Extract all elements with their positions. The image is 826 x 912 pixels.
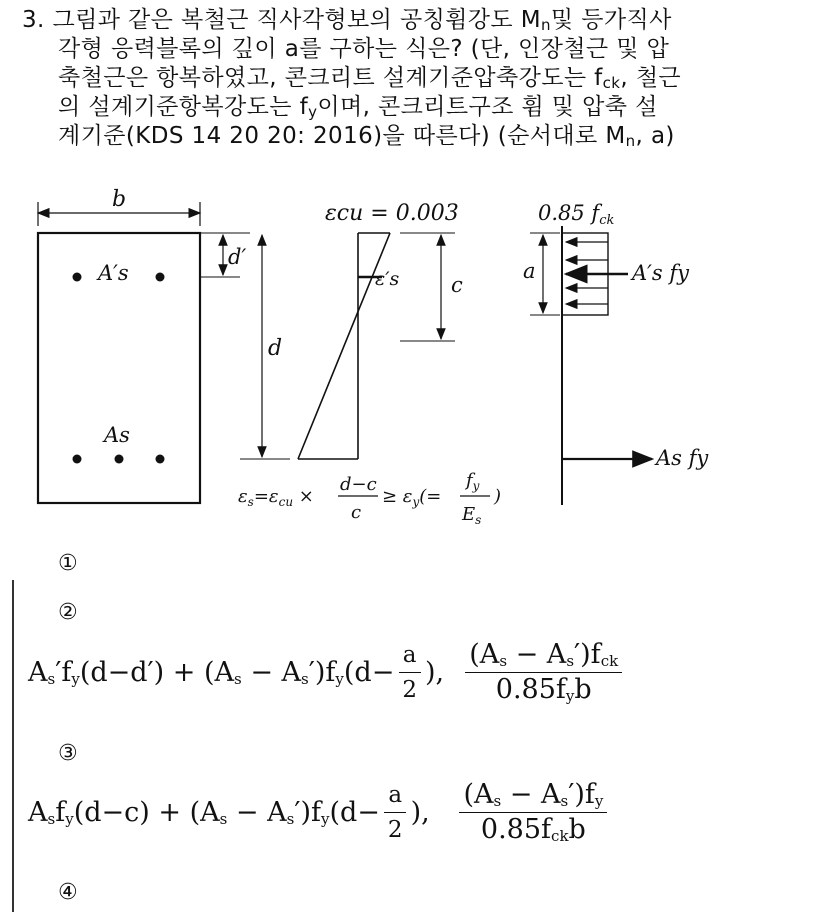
As-prime-label: A′s [98, 261, 129, 285]
choice-2-a-fraction: $\frac{(A_s - A_s')f_{ck}}{0.85f_yb}$ [465, 640, 622, 705]
choice-4-number[interactable]: ④ [58, 880, 78, 905]
choice-3-a-fraction: $\frac{(A_s - A_s')f_y}{0.85f_{ck}b}$ [459, 780, 607, 845]
question-line-5: 계기준(KDS 14 20 20: 2016)을 따른다) (순서대로 $M_n$, a) [58, 123, 675, 150]
tension-bar [73, 455, 82, 464]
question-line-3: 축철근은 항복하였고, 콘크리트 설계기준압축강도는 $f_{ck}$, 철근 [58, 65, 682, 92]
choice-2-formula: $A_s'f_y(d-d') + (A_s - A_s')f_y(d-$ $\frac{a}{2}$ ), $\frac{(A_s - A_s')f_{ck}}{0.85f_yb}$ [28, 640, 626, 705]
a-label: a [523, 259, 536, 283]
choice-3-number[interactable]: ③ [58, 741, 78, 766]
choice-1-number[interactable]: ① [58, 551, 78, 576]
question-line-2: 각형 응력블록의 깊이 a를 구하는 식은? (단, 인장철근 및 압 [58, 36, 670, 62]
As-fy-label: As fy [656, 446, 709, 470]
stress-label: 0.85 fck [538, 201, 615, 228]
Es-label: $E_s$ [462, 504, 482, 527]
choice-2-number[interactable]: ② [58, 600, 78, 625]
compression-bar [156, 273, 165, 282]
b-label: b [112, 187, 127, 212]
choice-3-formula: $A_sf_y(d-c) + (A_s - A_s')f_y(d-$ $\frac{a}{2}$ ), $\frac{(A_s - A_s')f_y}{0.85f_{ck}b}$ [28, 780, 611, 845]
d-prime-label: d′ [228, 245, 247, 269]
ecu-label: εcu = 0.003 [325, 201, 459, 226]
strain-compare: ≥ $\varepsilon_y(=$ [382, 486, 442, 509]
strain-close-paren: ) [494, 486, 502, 507]
strain-frac-num: d−c [340, 474, 377, 495]
As-prime-fy-label: A′s fy [632, 261, 690, 285]
fy-label: $f_y$ [466, 470, 480, 493]
question-line-4: 의 설계기준항복강도는 $f_y$이며, 콘크리트구조 휨 및 압축 설 [58, 94, 658, 121]
d-label: d [268, 336, 283, 361]
question-text [22, 6, 812, 151]
left-margin-rule [12, 580, 14, 912]
strain-equation: $\varepsilon_s=\varepsilon_{cu}$ × [238, 486, 314, 509]
As-label: As [104, 423, 130, 447]
beam-diagram [0, 180, 826, 540]
a-over-2: $\frac{a}{2}$ [398, 640, 421, 705]
a-over-2: $\frac{a}{2}$ [384, 780, 407, 845]
tension-bar [115, 455, 124, 464]
question-line-1: 3. 그림과 같은 복철근 직사각형보의 공칭휨강도 $M_n$및 등가직사 [22, 7, 672, 34]
strain-frac-den: c [351, 502, 362, 523]
c-label: c [451, 273, 463, 297]
compression-bar [73, 273, 82, 282]
strain-line [298, 233, 390, 459]
beam-figure [0, 180, 826, 540]
tension-bar [156, 455, 165, 464]
es-prime-label: ε′s [375, 268, 400, 290]
